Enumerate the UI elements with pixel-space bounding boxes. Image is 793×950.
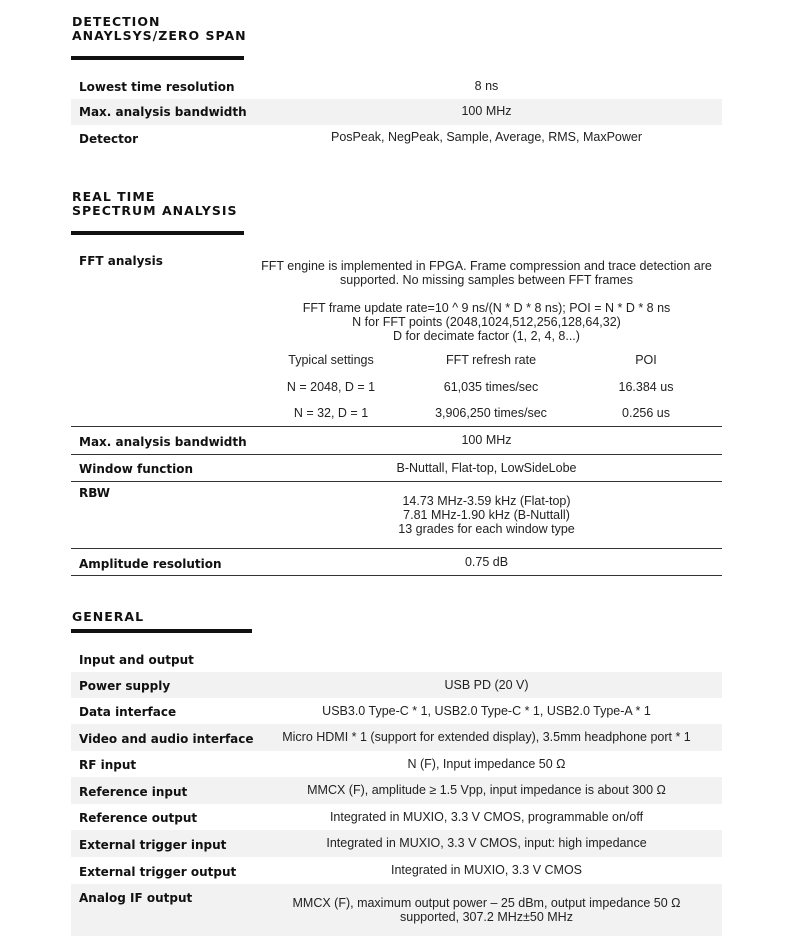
section-title-line1: REAL TIME [72, 189, 156, 204]
spec-value: 100 MHz [461, 433, 512, 447]
table-cell: 0.256 us [622, 406, 670, 420]
spec-row-lowest-time-resolution [71, 74, 722, 99]
spec-value: PosPeak, NegPeak, Sample, Average, RMS, MaxPower [330, 130, 643, 144]
rbw-line: 14.73 MHz-3.59 kHz (Flat-top) [402, 494, 571, 508]
spec-label: RF input [79, 758, 137, 772]
section-title-general: GENERAL [72, 609, 145, 624]
table-header: FFT refresh rate [445, 353, 537, 367]
analog-if-values [251, 896, 722, 924]
section-title-line2: SPECTRUM ANALYSIS [72, 203, 238, 218]
analog-if-line: supported, 307.2 MHz±50 MHz [400, 910, 573, 924]
section-divider [71, 56, 244, 60]
spec-value: Integrated in MUXIO, 3.3 V CMOS, input: high impedance [326, 836, 647, 850]
section-title-detection [72, 15, 247, 43]
spec-row-video-audio [71, 724, 722, 751]
spec-row-amplitude-resolution [71, 550, 722, 576]
spec-row-fft-analysis [71, 250, 722, 427]
rbw-line: 7.81 MHz-1.90 kHz (B-Nuttall) [403, 508, 570, 522]
fft-description [251, 259, 722, 343]
spec-value: 0.75 dB [464, 555, 509, 569]
table-cell: N = 32, D = 1 [293, 406, 369, 420]
spec-row-max-analysis-bandwidth [71, 99, 722, 125]
table-cell: 16.384 us [618, 380, 674, 394]
spec-value: MMCX (F), amplitude ≥ 1.5 Vpp, input impedance is about 300 Ω [307, 783, 666, 797]
spec-label: FFT analysis [79, 254, 163, 268]
spec-label: Analog IF output [79, 891, 193, 905]
spec-label: Reference output [79, 811, 198, 825]
spec-value: 8 ns [474, 79, 499, 93]
section-title-realtime [72, 190, 238, 218]
spec-value: USB3.0 Type-C * 1, USB2.0 Type-C * 1, USB2.0 Type-A * 1 [322, 704, 651, 718]
spec-label: Reference input [79, 785, 188, 799]
table-header: Typical settings [288, 353, 374, 367]
rbw-line: 13 grades for each window type [398, 522, 575, 536]
spec-label: Max. analysis bandwidth [79, 435, 247, 449]
spec-label: External trigger output [79, 865, 237, 879]
spec-row-window-function [71, 456, 722, 482]
section-title-line1: DETECTION [72, 14, 161, 29]
spec-row-analog-if-output [71, 884, 722, 936]
spec-value: B-Nuttall, Flat-top, LowSideLobe [396, 461, 577, 475]
spec-row-input-output [71, 647, 722, 672]
spec-value: Integrated in MUXIO, 3.3 V CMOS [390, 863, 583, 877]
spec-label: Input and output [79, 653, 194, 667]
spec-value: Micro HDMI * 1 (support for extended display), 3.5mm headphone port * 1 [282, 730, 691, 744]
spec-value: USB PD (20 V) [444, 678, 529, 692]
spec-label: RBW [79, 486, 110, 500]
spec-label: Max. analysis bandwidth [79, 105, 247, 119]
table-cell: N = 2048, D = 1 [286, 380, 376, 394]
spec-value: N (F), Input impedance 50 Ω [407, 757, 566, 771]
spec-row-power-supply [71, 672, 722, 698]
spec-row-rt-bandwidth [71, 428, 722, 455]
fft-formula-line: FFT frame update rate=10 ^ 9 ns/(N * D * 8 ns); POI = N * D * 8 ns [302, 301, 671, 315]
spec-label: Detector [79, 132, 138, 146]
fft-desc-line: supported. No missing samples between FFT frames [340, 273, 633, 287]
spec-row-ext-trigger-input [71, 830, 722, 857]
spec-label: Lowest time resolution [79, 80, 235, 94]
rbw-values [251, 494, 722, 536]
spec-value: 100 MHz [461, 104, 512, 118]
spec-row-reference-output [71, 804, 722, 830]
spec-label: Video and audio interface [79, 732, 254, 746]
spec-row-reference-input [71, 777, 722, 804]
spec-row-detector [71, 125, 722, 151]
spec-label: Amplitude resolution [79, 557, 222, 571]
table-cell: 61,035 times/sec [443, 380, 539, 394]
table-cell: 3,906,250 times/sec [435, 406, 547, 420]
spec-label: Data interface [79, 705, 177, 719]
analog-if-line: MMCX (F), maximum output power – 25 dBm, output impedance 50 Ω [292, 896, 681, 910]
spec-label: Power supply [79, 679, 171, 693]
fft-desc-line: FFT engine is implemented in FPGA. Frame compression and trace detection are [261, 259, 712, 273]
spec-label: External trigger input [79, 838, 227, 852]
fft-formula-line: N for FFT points (2048,1024,512,256,128,64,32) [352, 315, 621, 329]
spec-row-rf-input [71, 751, 722, 777]
spec-row-ext-trigger-output [71, 857, 722, 884]
spec-value: Integrated in MUXIO, 3.3 V CMOS, programmable on/off [329, 810, 644, 824]
spec-row-data-interface [71, 698, 722, 724]
spec-row-rbw [71, 483, 722, 549]
table-header: POI [635, 353, 657, 367]
section-divider [71, 231, 244, 235]
section-divider [71, 629, 252, 633]
section-title-line2: ANAYLSYS/ZERO SPAN [72, 28, 247, 43]
fft-formula-line: D for decimate factor (1, 2, 4, 8...) [393, 329, 580, 343]
spec-label: Window function [79, 462, 194, 476]
